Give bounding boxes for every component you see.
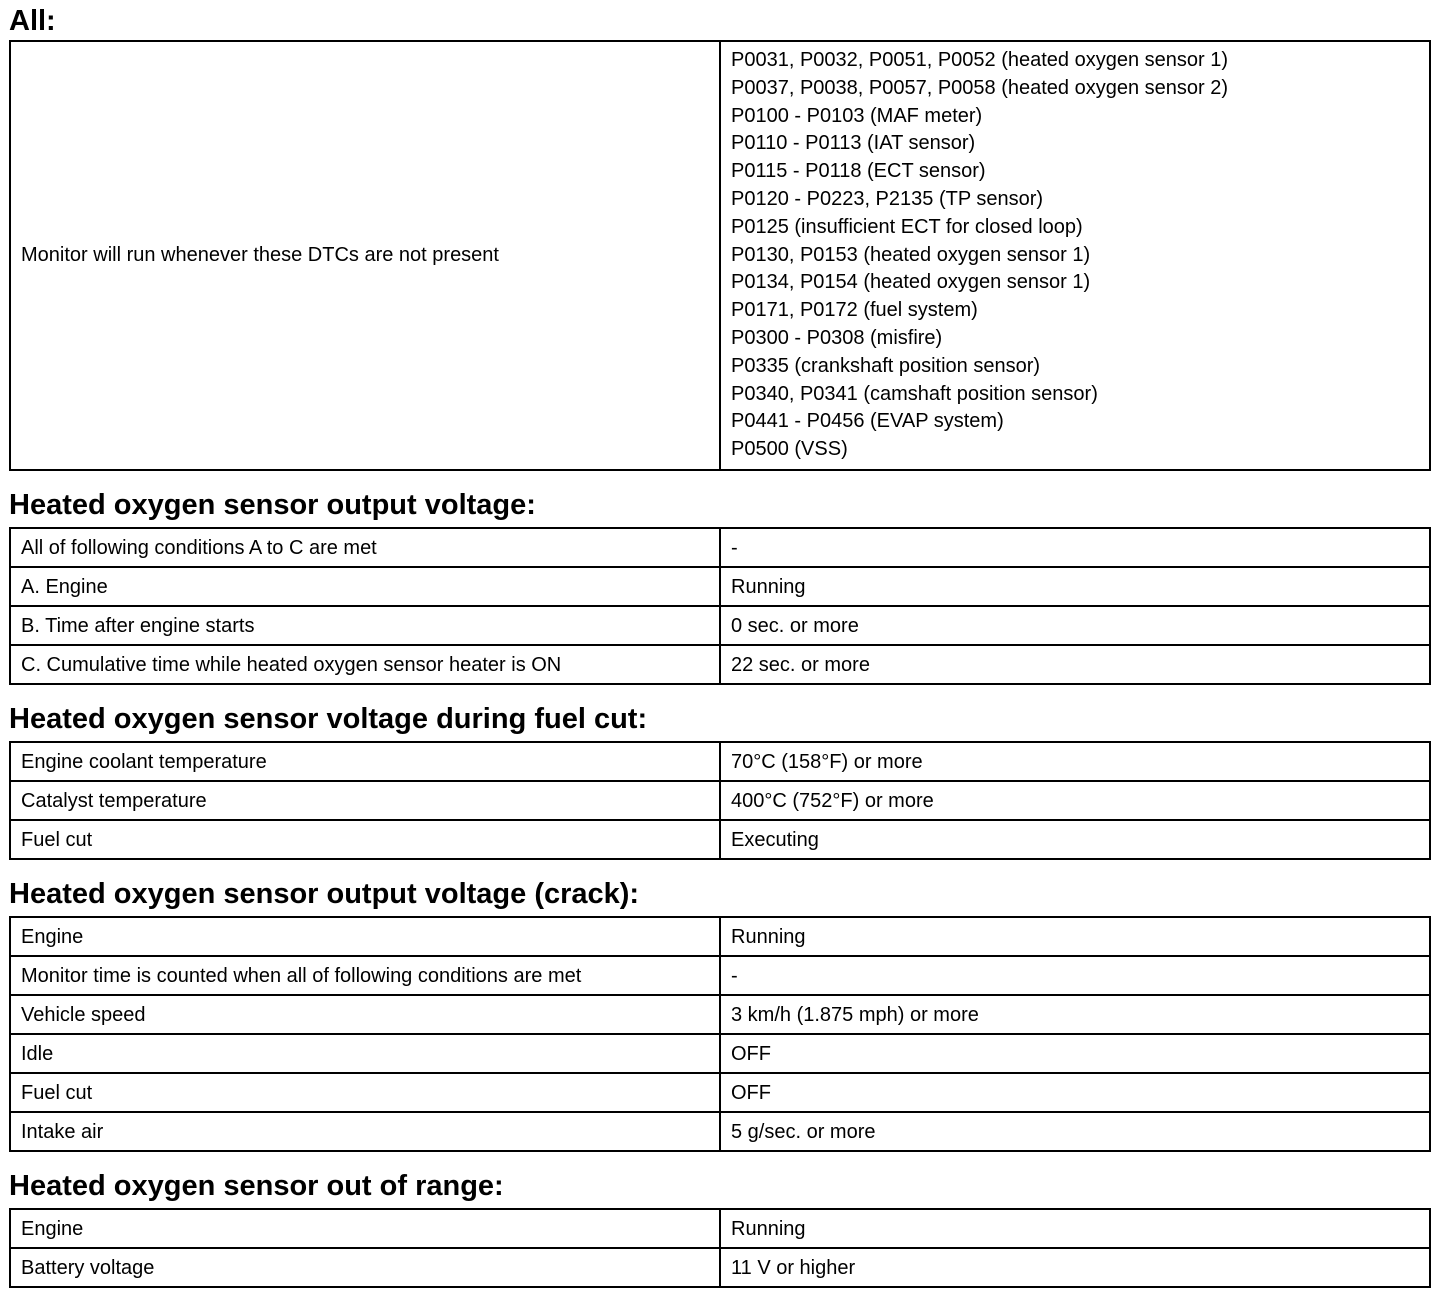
table-row (10, 528, 1430, 567)
dtc-item: P0300 - P0308 (misfire) (731, 326, 943, 349)
section-title: Heated oxygen sensor output voltage: (9, 489, 536, 521)
value-cell: 70°C (158°F) or more (720, 742, 1430, 781)
conditions-table (9, 1208, 1431, 1288)
dtc-item: P0134, P0154 (heated oxygen sensor 1) (731, 271, 1091, 294)
condition-cell: C. Cumulative time while heated oxygen sensor heater is ON (10, 645, 720, 684)
table-row (10, 781, 1430, 820)
table-row (10, 995, 1430, 1034)
condition-cell: Intake air (10, 1112, 720, 1151)
value-cell: 0 sec. or more (720, 606, 1430, 645)
dtc-item: P0171, P0172 (fuel system) (731, 299, 978, 322)
section-out-of-range (9, 1169, 1431, 1288)
dtc-item: P0125 (insufficient ECT for closed loop) (731, 215, 1083, 238)
dtc-item: P0500 (VSS) (731, 438, 848, 461)
section-output-voltage (9, 488, 1431, 685)
table-row (10, 567, 1430, 606)
value-cell: 22 sec. or more (720, 645, 1430, 684)
section-title: Heated oxygen sensor voltage during fuel cut: (9, 703, 648, 735)
condition-cell: Catalyst temperature (10, 781, 720, 820)
table-row (10, 1248, 1430, 1287)
condition-cell: Engine (10, 917, 720, 956)
value-cell: 400°C (752°F) or more (720, 781, 1430, 820)
table-row (10, 1073, 1430, 1112)
value-cell (720, 41, 1430, 470)
condition-cell: Vehicle speed (10, 995, 720, 1034)
dtc-item: P0115 - P0118 (ECT sensor) (731, 160, 986, 183)
dtc-item: P0110 - P0113 (IAT sensor) (731, 132, 976, 155)
condition-cell: Fuel cut (10, 820, 720, 859)
section-title: All: (9, 5, 56, 37)
section-fuel-cut (9, 702, 1431, 860)
value-cell: Running (720, 917, 1430, 956)
section-title: Heated oxygen sensor out of range: (9, 1170, 504, 1202)
value-cell: OFF (720, 1073, 1430, 1112)
condition-cell: Monitor time is counted when all of following conditions are met (10, 956, 720, 995)
value-cell: - (720, 956, 1430, 995)
table-row (10, 1209, 1430, 1248)
value-cell: 11 V or higher (720, 1248, 1430, 1287)
table-row (10, 820, 1430, 859)
value-cell: Running (720, 567, 1430, 606)
condition-cell: B. Time after engine starts (10, 606, 720, 645)
dtc-item: P0335 (crankshaft position sensor) (731, 354, 1041, 377)
value-cell: OFF (720, 1034, 1430, 1073)
value-cell: Running (720, 1209, 1430, 1248)
table-row (10, 742, 1430, 781)
dtc-item: P0031, P0032, P0051, P0052 (heated oxygen sensor 1) (731, 49, 1229, 71)
table-row (10, 606, 1430, 645)
conditions-table (9, 527, 1431, 685)
section-all (9, 0, 1431, 471)
conditions-table (9, 741, 1431, 860)
dtc-item: P0340, P0341 (camshaft position sensor) (731, 382, 1098, 405)
value-cell: Executing (720, 820, 1430, 859)
condition-cell: Battery voltage (10, 1248, 720, 1287)
condition-cell: Fuel cut (10, 1073, 720, 1112)
dtc-item: P0100 - P0103 (MAF meter) (731, 104, 983, 127)
dtc-item: P0120 - P0223, P2135 (TP sensor) (731, 187, 1044, 210)
table-row (10, 956, 1430, 995)
table-row (10, 917, 1430, 956)
condition-cell: Engine coolant temperature (10, 742, 720, 781)
value-cell: - (720, 528, 1430, 567)
conditions-table (9, 40, 1431, 471)
dtc-item: P0441 - P0456 (EVAP system) (731, 410, 1004, 433)
condition-cell: Monitor will run whenever these DTCs are not present (10, 41, 720, 470)
section-crack (9, 877, 1431, 1152)
table-row (10, 1112, 1430, 1151)
table-row (10, 41, 1430, 470)
condition-cell: A. Engine (10, 567, 720, 606)
condition-cell: Idle (10, 1034, 720, 1073)
table-row (10, 1034, 1430, 1073)
dtc-item: P0130, P0153 (heated oxygen sensor 1) (731, 243, 1091, 266)
conditions-table (9, 916, 1431, 1152)
dtc-item: P0037, P0038, P0057, P0058 (heated oxygen sensor 2) (731, 76, 1229, 99)
condition-cell: Engine (10, 1209, 720, 1248)
value-cell: 3 km/h (1.875 mph) or more (720, 995, 1430, 1034)
dtc-list (731, 42, 1419, 469)
table-row (10, 645, 1430, 684)
condition-cell: All of following conditions A to C are met (10, 528, 720, 567)
value-cell: 5 g/sec. or more (720, 1112, 1430, 1151)
section-title: Heated oxygen sensor output voltage (crack): (9, 878, 640, 910)
